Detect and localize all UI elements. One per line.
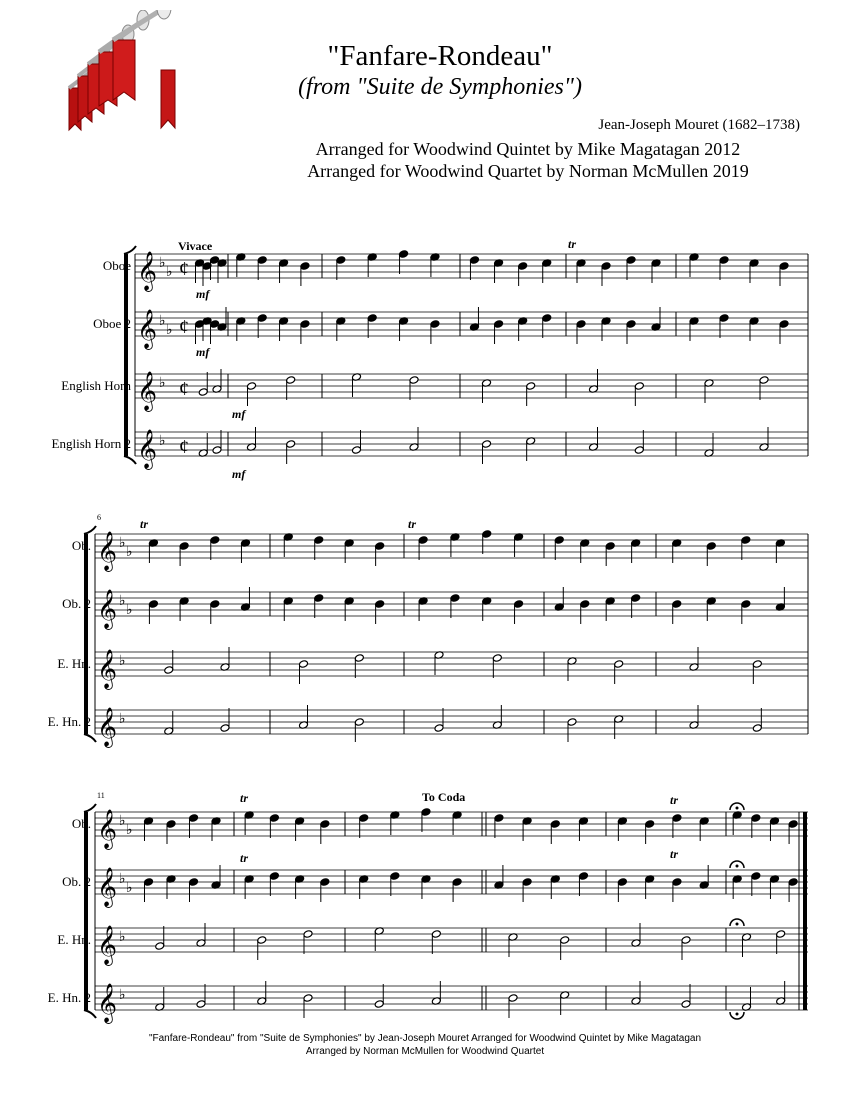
treble-clef-icon: 𝄞 [137, 431, 158, 468]
note-head [626, 256, 636, 265]
dynamic-mf: mf [196, 345, 210, 359]
system-bracket [124, 254, 128, 456]
instrument-label: Oboe [102, 258, 131, 273]
fermata-dot [736, 1013, 739, 1016]
note-head [179, 542, 189, 551]
note-head [257, 936, 267, 945]
note-head [434, 724, 444, 733]
flat-sign-icon: ♭ [159, 376, 166, 391]
note-head [390, 872, 400, 881]
fermata-dot [736, 923, 739, 926]
note-head [617, 878, 627, 887]
note-head [300, 262, 310, 271]
note-head [210, 600, 220, 609]
treble-clef-icon: 𝄞 [97, 533, 118, 570]
bracket-bottom-hook [84, 1010, 96, 1018]
note-head [576, 320, 586, 329]
note-head [741, 600, 751, 609]
note-head [247, 382, 257, 391]
note-head [155, 942, 165, 951]
note-head [450, 594, 460, 603]
flat-sign-icon: ♭ [126, 823, 133, 838]
measure-number: 11 [97, 791, 105, 800]
note-head [759, 376, 769, 385]
flat-sign-icon: ♭ [119, 536, 126, 551]
note-head [375, 600, 385, 609]
treble-clef-icon: 𝄞 [137, 373, 158, 410]
trill-marking: tr [568, 237, 577, 251]
note-head [269, 872, 279, 881]
note-head [320, 820, 330, 829]
page-title: "Fanfare-Rondeau" [327, 40, 553, 72]
note-head [314, 594, 324, 603]
instrument-label: English Horn 2 [51, 436, 131, 451]
note-head [601, 262, 611, 271]
note-head [482, 530, 492, 539]
flat-sign-icon: ♭ [119, 930, 126, 945]
note-head [352, 446, 362, 455]
flat-sign-icon: ♭ [166, 265, 173, 280]
treble-clef-icon: 𝄞 [97, 985, 118, 1022]
note-head [189, 878, 199, 887]
trill-marking: tr [240, 791, 249, 805]
dynamic-mf: mf [232, 407, 246, 421]
note-head [196, 1000, 206, 1009]
footer-line-2: Arranged by Norman McMullen for Woodwind Quartet [305, 1046, 545, 1057]
note-head [286, 440, 296, 449]
note-head [550, 820, 560, 829]
trill-marking: tr [670, 847, 679, 861]
note-head [452, 878, 462, 887]
note-head [752, 660, 762, 669]
bracket-top-hook [84, 526, 96, 534]
note-head [706, 542, 716, 551]
note-head [605, 542, 615, 551]
note-head [542, 314, 552, 323]
note-head [220, 724, 230, 733]
note-head [166, 820, 176, 829]
flat-sign-icon: ♭ [119, 712, 126, 727]
note-head [367, 314, 377, 323]
dynamic-mf: mf [232, 467, 246, 481]
note-head [320, 878, 330, 887]
note-head [626, 320, 636, 329]
note-head [164, 666, 174, 675]
note-head [508, 994, 518, 1003]
treble-clef-icon: 𝄞 [97, 927, 118, 964]
note-head [374, 1000, 384, 1009]
note-head [788, 878, 798, 887]
note-head [314, 536, 324, 545]
note-head [399, 250, 409, 259]
flat-sign-icon: ♭ [119, 654, 126, 669]
flat-sign-icon: ♭ [119, 594, 126, 609]
fermata-dot [736, 807, 739, 810]
cut-time-icon: ¢ [179, 436, 189, 458]
bracket-top-hook [124, 246, 136, 254]
flat-sign-icon: ♭ [126, 545, 133, 560]
note-head [303, 994, 313, 1003]
flat-sign-icon: ♭ [159, 434, 166, 449]
flat-sign-icon: ♭ [126, 881, 133, 896]
instrument-label: Ob. [71, 816, 91, 831]
note-head [336, 256, 346, 265]
note-head [645, 820, 655, 829]
note-head [303, 930, 313, 939]
arranger-credit-1: Arranged for Woodwind Quintet by Mike Magatagan 2012 [315, 139, 741, 159]
arranger-credit-2: Arranged for Woodwind Quartet by Norman McMullen 2019 [307, 161, 749, 181]
note-head [634, 382, 644, 391]
note-head [672, 814, 682, 823]
flat-sign-icon: ♭ [126, 603, 133, 618]
note-head [514, 600, 524, 609]
fermata-dot [736, 865, 739, 868]
note-head [144, 878, 154, 887]
trill-marking: tr [408, 517, 417, 531]
note-head [681, 1000, 691, 1009]
note-head [681, 936, 691, 945]
note-head [469, 256, 479, 265]
to-coda-marking: To Coda [422, 790, 466, 804]
note-head [212, 446, 222, 455]
note-head [148, 600, 158, 609]
dynamic-mf: mf [196, 287, 210, 301]
note-head [421, 808, 431, 817]
note-head [210, 536, 220, 545]
note-head [518, 262, 528, 271]
note-head [580, 600, 590, 609]
trill-marking: tr [140, 517, 149, 531]
treble-clef-icon: 𝄞 [137, 311, 158, 348]
note-head [522, 878, 532, 887]
note-head [526, 382, 536, 391]
note-head [614, 660, 624, 669]
note-head [779, 262, 789, 271]
bracket-bottom-hook [124, 456, 136, 464]
page-subtitle: (from "Suite de Symphonies") [298, 74, 582, 100]
instrument-label: E. Hn. [57, 932, 91, 947]
note-head [418, 536, 428, 545]
note-head [634, 446, 644, 455]
note-head [269, 814, 279, 823]
note-head [672, 878, 682, 887]
cut-time-icon: ¢ [179, 316, 189, 338]
note-head [578, 872, 588, 881]
instrument-label: E. Hn. 2 [47, 714, 91, 729]
bracket-bottom-hook [84, 734, 96, 742]
instrument-label: Ob. 2 [62, 596, 91, 611]
instrument-label: Ob. [71, 538, 91, 553]
cut-time-icon: ¢ [179, 378, 189, 400]
note-head [431, 930, 441, 939]
flat-sign-icon: ♭ [119, 814, 126, 829]
note-head [286, 376, 296, 385]
note-head [375, 542, 385, 551]
system-bracket [84, 812, 88, 1010]
flat-sign-icon: ♭ [159, 256, 166, 271]
tempo-marking: Vivace [178, 239, 213, 253]
instrument-label: Ob. 2 [62, 874, 91, 889]
trill-marking: tr [670, 793, 679, 807]
note-head [494, 320, 504, 329]
note-head [751, 814, 761, 823]
note-head [751, 872, 761, 881]
note-head [409, 376, 419, 385]
note-head [560, 936, 570, 945]
note-head [779, 320, 789, 329]
composer-credit: Jean-Joseph Mouret (1682–1738) [598, 117, 800, 133]
note-head [776, 930, 786, 939]
note-head [719, 256, 729, 265]
note-head [554, 536, 564, 545]
flat-sign-icon: ♭ [119, 872, 126, 887]
note-head [189, 814, 199, 823]
note-head [631, 594, 641, 603]
footer-line-1: "Fanfare-Rondeau" from "Suite de Symphonies" by Jean-Joseph Mouret Arranged for Woodwind Quintet by Mike Magatagan [148, 1033, 702, 1044]
note-head [359, 814, 369, 823]
note-head [567, 718, 577, 727]
treble-clef-icon: 𝄞 [97, 651, 118, 688]
cut-time-icon: ¢ [179, 258, 189, 280]
note-head [719, 314, 729, 323]
instrument-label: E. Hn. [57, 656, 91, 671]
note-head [299, 660, 309, 669]
note-head [672, 600, 682, 609]
treble-clef-icon: 𝄞 [97, 811, 118, 848]
note-head [741, 536, 751, 545]
flat-sign-icon: ♭ [119, 988, 126, 1003]
note-head [494, 814, 504, 823]
final-barline [803, 812, 807, 1010]
note-head [257, 314, 267, 323]
note-head [492, 654, 502, 663]
treble-clef-icon: 𝄞 [137, 253, 158, 290]
flat-sign-icon: ♭ [159, 314, 166, 329]
bracket-top-hook [84, 804, 96, 812]
treble-clef-icon: 𝄞 [97, 709, 118, 746]
note-head [752, 724, 762, 733]
treble-clef-icon: 𝄞 [97, 869, 118, 906]
note-head [300, 320, 310, 329]
note-head [257, 256, 267, 265]
note-head [482, 440, 492, 449]
note-head [354, 718, 364, 727]
instrument-label: Oboe 2 [93, 316, 131, 331]
instrument-label: English Horn [61, 378, 131, 393]
trill-marking: tr [240, 851, 249, 865]
system-bracket [84, 534, 88, 734]
instrument-label: E. Hn. 2 [47, 990, 91, 1005]
note-head [354, 654, 364, 663]
note-head [430, 320, 440, 329]
note-head [788, 820, 798, 829]
note-head [198, 388, 208, 397]
treble-clef-icon: 𝄞 [97, 591, 118, 628]
flat-sign-icon: ♭ [166, 323, 173, 338]
measure-number: 6 [97, 513, 101, 522]
